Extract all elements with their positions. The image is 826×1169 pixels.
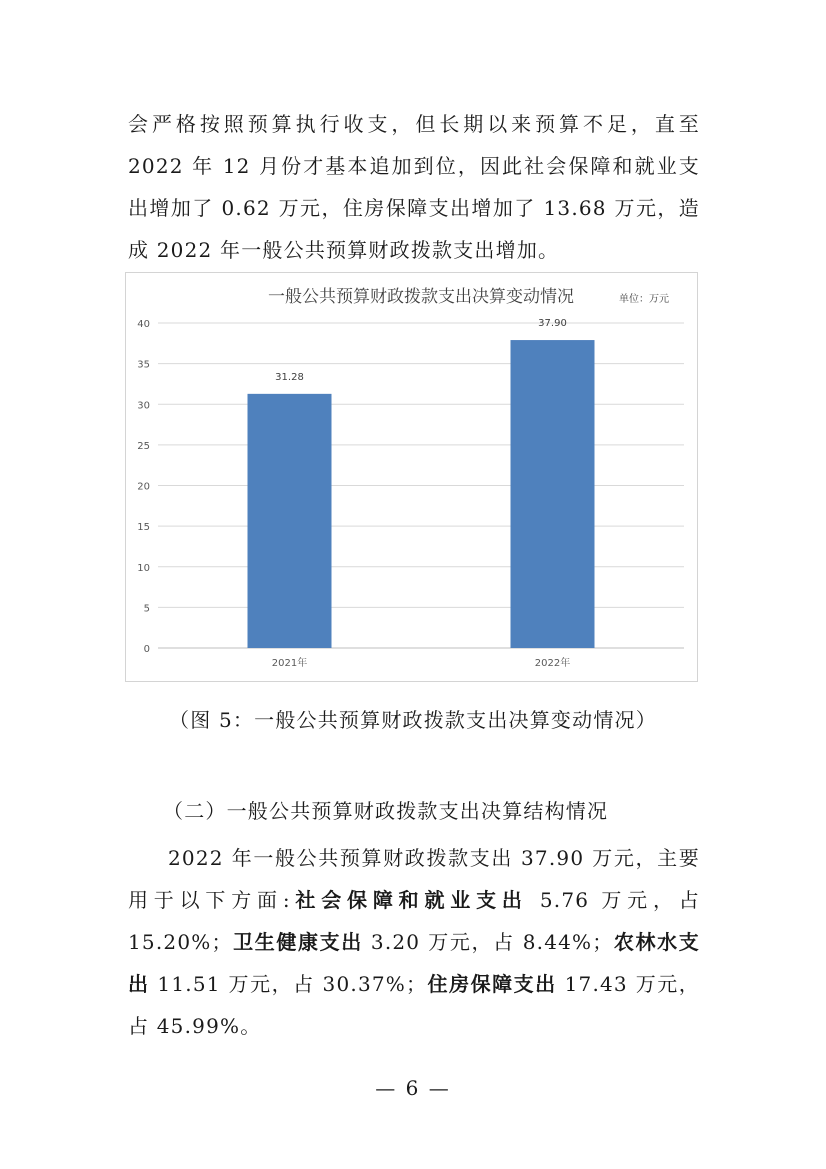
chart-unit-label: 单位：万元 <box>619 294 669 305</box>
bar-chart <box>125 272 698 682</box>
item-detail: 17.43 万元，占 45.99%。 <box>128 972 700 1038</box>
y-tick-label: 40 <box>137 319 150 330</box>
y-tick-label: 25 <box>137 440 150 452</box>
y-tick-label: 30 <box>137 400 150 412</box>
chart-canvas <box>126 273 697 681</box>
y-tick-label: 15 <box>137 522 150 534</box>
y-tick-label: 10 <box>137 562 150 574</box>
item-detail: 5.76 万元，占 15.20%； <box>128 888 700 954</box>
bar <box>248 394 332 648</box>
item-detail: 3.20 万元，占 8.44%； <box>362 930 614 954</box>
y-tick-label: 5 <box>143 603 150 615</box>
bar-value-label: 37.90 <box>538 318 567 330</box>
structure-paragraph <box>128 837 700 1047</box>
item-detail: 11.51 万元，占 30.37%； <box>149 972 428 996</box>
bar <box>511 340 595 648</box>
x-category-label: 2022年 <box>534 658 571 669</box>
item-name: 社会保障和就业支出 <box>290 888 528 912</box>
item-name: 住房保障支出 <box>427 972 557 996</box>
figure-caption: （图 5：一般公共预算财政拨款支出决算变动情况） <box>169 708 657 732</box>
chart-title: 一般公共预算财政拨款支出决算变动情况 <box>268 287 574 307</box>
bar-value-label: 31.28 <box>275 371 304 383</box>
item-name: 农林水支出 <box>128 930 700 996</box>
section-heading: （二）一般公共预算财政拨款支出决算结构情况 <box>163 799 609 823</box>
item-name: 卫生健康支出 <box>232 930 363 954</box>
body-paragraph: 会严格按照预算执行收支，但长期以来预算不足，直至 2022 年 12 月份才基本追加到位，因此社会保障和就业支出增加了 0.62 万元，住房保障支出增加了 13.68 万元，造成 2022 年一般公共预算财政拨款支出增加。 <box>128 112 700 262</box>
x-category-label: 2021年 <box>271 658 308 669</box>
y-tick-label: 0 <box>143 644 150 655</box>
page-number: — 6 — <box>375 1076 451 1100</box>
structure-intro: 2022 年一般公共预算财政拨款支出 37.90 万元，主要用于以下方面: <box>128 846 700 912</box>
y-tick-label: 20 <box>137 481 150 493</box>
y-tick-label: 35 <box>137 359 150 371</box>
